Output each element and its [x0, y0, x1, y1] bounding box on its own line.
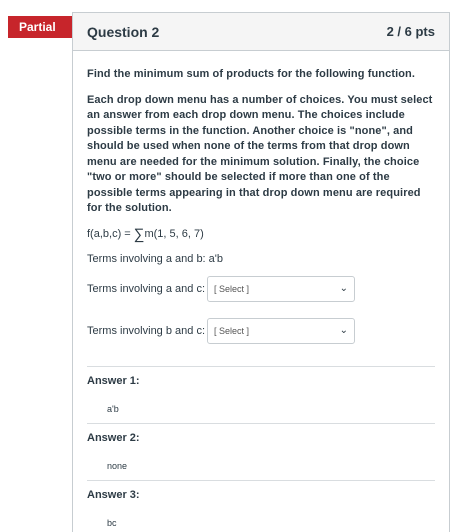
answers-list	[87, 366, 435, 532]
answer-value: a'b	[107, 403, 119, 414]
chevron-down-icon: ⌄	[339, 283, 348, 294]
select-bc-label: Terms involving b and c:	[87, 324, 205, 337]
question-instructions: Each drop down menu has a number of choices. You must select an answer from each drop down menu. The choices include possible terms in the function. Another choice is "none", and should be used when none of the terms from that drop down menu are needed for the minimum solution. Finally, the choice "two or more" should be selected if more than one of the possible terms appearing in that drop down menu are required for the solution.	[87, 93, 433, 214]
select-row-bc	[87, 318, 435, 344]
answer-value: none	[107, 460, 128, 471]
formula-prefix: f(a,b,c) =	[87, 227, 134, 240]
answer-item	[87, 366, 435, 423]
answer-title: Answer 2:	[87, 431, 140, 444]
answer-item	[87, 423, 435, 480]
chevron-down-icon: ⌄	[339, 325, 348, 336]
select-row-ac	[87, 276, 435, 302]
answer-title: Answer 3:	[87, 488, 140, 501]
sigma-symbol: ∑	[133, 225, 145, 243]
terms-ab-text: Terms involving a and b: a'b	[87, 252, 224, 265]
question-title: Question 2	[87, 23, 160, 40]
select-bc-value: [ Select ]	[214, 325, 250, 336]
select-ac-label: Terms involving a and c:	[87, 282, 205, 295]
partial-badge	[8, 16, 80, 38]
select-ac-dropdown[interactable]	[207, 276, 355, 302]
question-points: 2 / 6 pts	[386, 24, 435, 39]
formula-terms: m(1, 5, 6, 7)	[144, 227, 204, 240]
select-bc-dropdown[interactable]	[207, 318, 355, 344]
question-intro: Find the minimum sum of products for the following function.	[87, 68, 416, 80]
select-ac-value: [ Select ]	[214, 283, 250, 294]
question-header	[73, 13, 449, 51]
answer-item	[87, 480, 435, 532]
question-card	[72, 12, 450, 532]
answer-title: Answer 1:	[87, 374, 140, 387]
partial-badge-label: Partial	[19, 20, 56, 34]
answer-value: bc	[107, 517, 117, 528]
question-body	[73, 51, 449, 532]
function-formula	[87, 227, 435, 242]
